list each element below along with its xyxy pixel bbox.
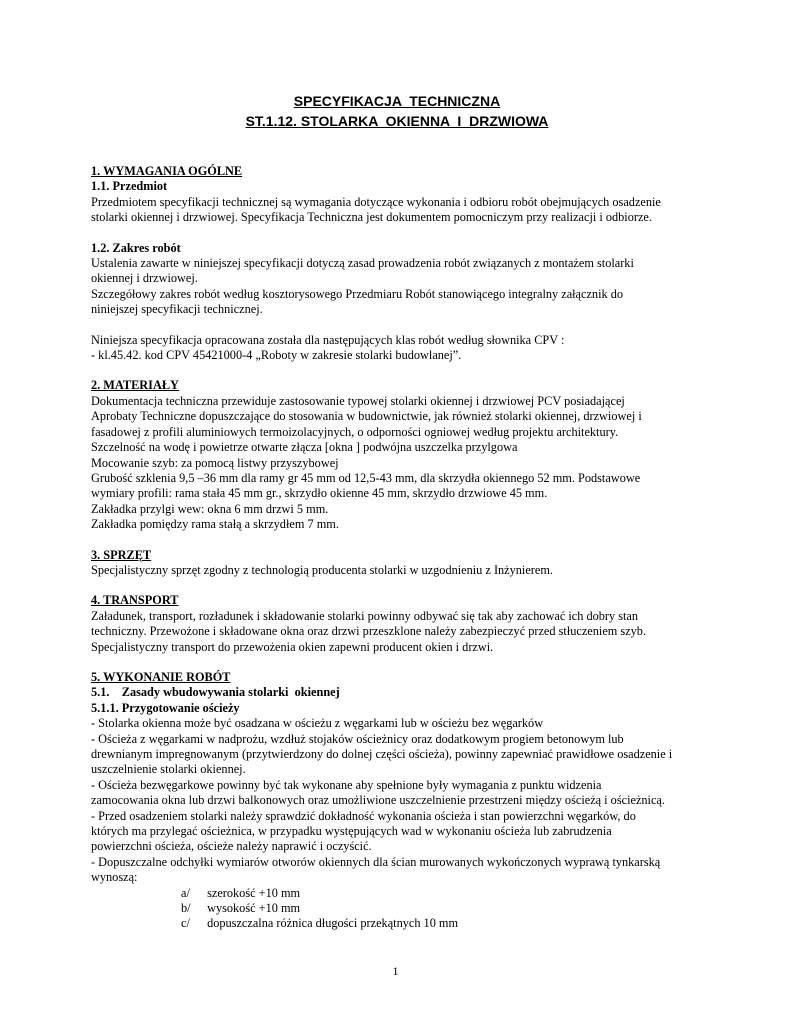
tolerance-text: szerokość +10 mm [204, 885, 301, 900]
document-title: SPECYFIKACJA TECHNICZNA [293, 93, 501, 109]
paragraph-line: Szczegółowy zakres robót według kosztorysowego Przedmiaru Robót stanowiącego integralny załącznik do [91, 286, 624, 301]
tolerance-item [91, 901, 703, 916]
paragraph-line: Szczelność na wodę i powietrze otwarte złącza [okna ] podwójna uszczelka przylgowa [91, 440, 518, 455]
paragraph-line: powierzchni ościeża, ościeże należy naprawić i oczyścić. [91, 839, 372, 854]
paragraph-line: Zakładka pomiędzy rama stałą a skrzydłem 7 mm. [91, 517, 339, 532]
subsection-heading-text: 5.1. Zasady wbudowywania stolarki okiennej [91, 685, 340, 700]
paragraph-line: techniczny. Przewożone i składowane okna oraz drzwi przeszklone należy zabezpieczyć przed stłuczeniem szyb. [91, 624, 647, 639]
document-page [91, 92, 703, 932]
tolerance-text: dopuszczalna różnica długości przekątnych 10 mm [204, 916, 459, 931]
paragraph-line: Specjalistyczny transport do przewożenia okien zapewni producent okien i drzwi. [91, 639, 494, 654]
tolerance-label: a/ [181, 885, 190, 900]
page-number: 1 [392, 964, 399, 978]
subsection-heading-reveal-prep: 5.1.1. Przygotowanie ościeży [91, 700, 240, 715]
document-subtitle: ST.1.12. STOLARKA OKIENNA I DRZWIOWA [245, 113, 549, 129]
paragraph-line: stolarki okiennej i drzwiowej. Specyfikacja Techniczna jest dokumentem pomocniczym przy realizacji i odbiorze. [91, 210, 652, 225]
tolerance-label: c/ [181, 916, 190, 931]
paragraph-line: - Przed osadzeniem stolarki należy sprawdzić dokładność wykonania ościeża i stan powierzchni węgarków, do [91, 808, 636, 823]
paragraph-line: uszczelnienie stolarki okiennej. [91, 762, 246, 777]
paragraph-line: wymiary profili: rama stała 45 mm gr., skrzydło okienne 45 mm, skrzydło drzwiowe 45 mm. [91, 486, 548, 501]
paragraph-line: Załadunek, transport, rozładunek i składowanie stolarki powinny odbywać się tak aby zachować ich dobry stan [91, 608, 639, 623]
section-heading-requirements: 1. WYMAGANIA OGÓLNE [91, 164, 243, 178]
paragraph-line: drewnianym impregnowanym (przytwierdzony do dolnej części ościeża), powinny zapewniać prawidłowe osadzenie i [91, 747, 673, 761]
paragraph-line: - kl.45.42. kod CPV 45421000-4 „Roboty w zakresie stolarki budowlanej”. [91, 348, 462, 363]
paragraph-line: których ma przylegać ościeżnica, w przypadku występujących wad w wykonaniu ościeża lub zabrudzenia [91, 824, 612, 839]
paragraph-line: - Ościeża z węgarkami w nadprożu, wzdłuż stojaków ościeżnicy oraz dodatkowym progiem betonowym lub [91, 731, 624, 746]
section-heading-transport: 4. TRANSPORT [91, 593, 179, 608]
paragraph-line: Niniejsza specyfikacja opracowana została dla następujących klas robót według słownika CPV : [91, 332, 565, 347]
paragraph-line: niniejszej specyfikacji technicznej. [91, 302, 263, 317]
paragraph-line: - Ościeża bezwęgarkowe powinny być tak wykonane aby spełnione były wymagania z punktu widzenia [91, 777, 602, 792]
paragraph-line: Ustalenia zawarte w niniejszej specyfikacji dotyczą zasad prowadzenia robót związanych z montażem stolarki [91, 256, 634, 271]
tolerance-item [91, 916, 703, 931]
paragraph-line: - Stolarka okienna może być osadzana w ościeżu z węgarkami lub w ościeżu bez węgarków [91, 716, 544, 731]
paragraph-line: okiennej i drzwiowej. [91, 271, 198, 286]
section-heading-materials: 2. MATERIAŁY [91, 378, 179, 393]
paragraph-line: zamocowania okna lub drzwi balkonowych oraz umożliwione uszczelnienie przestrzeni między ościeżą i ościeżnicą. [91, 793, 665, 808]
paragraph-line: - Dopuszczalne odchyłki wymiarów otworów okiennych dla ścian murowanych wykończonych wyprawą tynkarską [91, 854, 661, 869]
paragraph-line: Aprobaty Techniczne dopuszczające do stosowania w budownictwie, jak również stolarki okiennej, drzwiowej i [91, 409, 642, 424]
paragraph-line: wynoszą: [91, 870, 138, 885]
subsection-heading-scope: 1.2. Zakres robót [91, 240, 181, 255]
subsection-heading-installation-rules [91, 685, 703, 700]
section-heading-equipment: 3. SPRZĘT [91, 547, 152, 562]
paragraph-line: fasadowej z profili aluminiowych termoizolacyjnych, o odporności ogniowej według projektu architektury. [91, 424, 619, 439]
paragraph-line: Zakładka przylgi wew: okna 6 mm drzwi 5 mm. [91, 501, 329, 516]
tolerance-text: wysokość +10 mm [204, 901, 301, 916]
paragraph-line: Mocowanie szyb: za pomocą listwy przyszybowej [91, 455, 339, 470]
paragraph-line: Specjalistyczny sprzęt zgodny z technologią producenta stolarki w uzgodnieniu z Inżynierem. [91, 562, 554, 577]
tolerance-item [91, 886, 703, 901]
paragraph-line: Grubość szklenia 9,5 –36 mm dla ramy gr 45 mm od 12,5-43 mm, dla skrzydła okiennego 52 mm. Podstawowe [91, 470, 641, 485]
section-heading-execution: 5. WYKONANIE ROBÓT [91, 669, 231, 684]
tolerance-label: b/ [181, 901, 191, 916]
subsection-heading-subject: 1.1. Przedmiot [91, 179, 168, 194]
paragraph-line: Dokumentacja techniczna przewiduje zastosowanie typowej stolarki okiennej i drzwiowej PCV posiadającej [91, 393, 625, 408]
paragraph-line: Przedmiotem specyfikacji technicznej są wymagania dotyczące wykonania i odbioru robót obejmujących osadzenie [91, 194, 661, 209]
